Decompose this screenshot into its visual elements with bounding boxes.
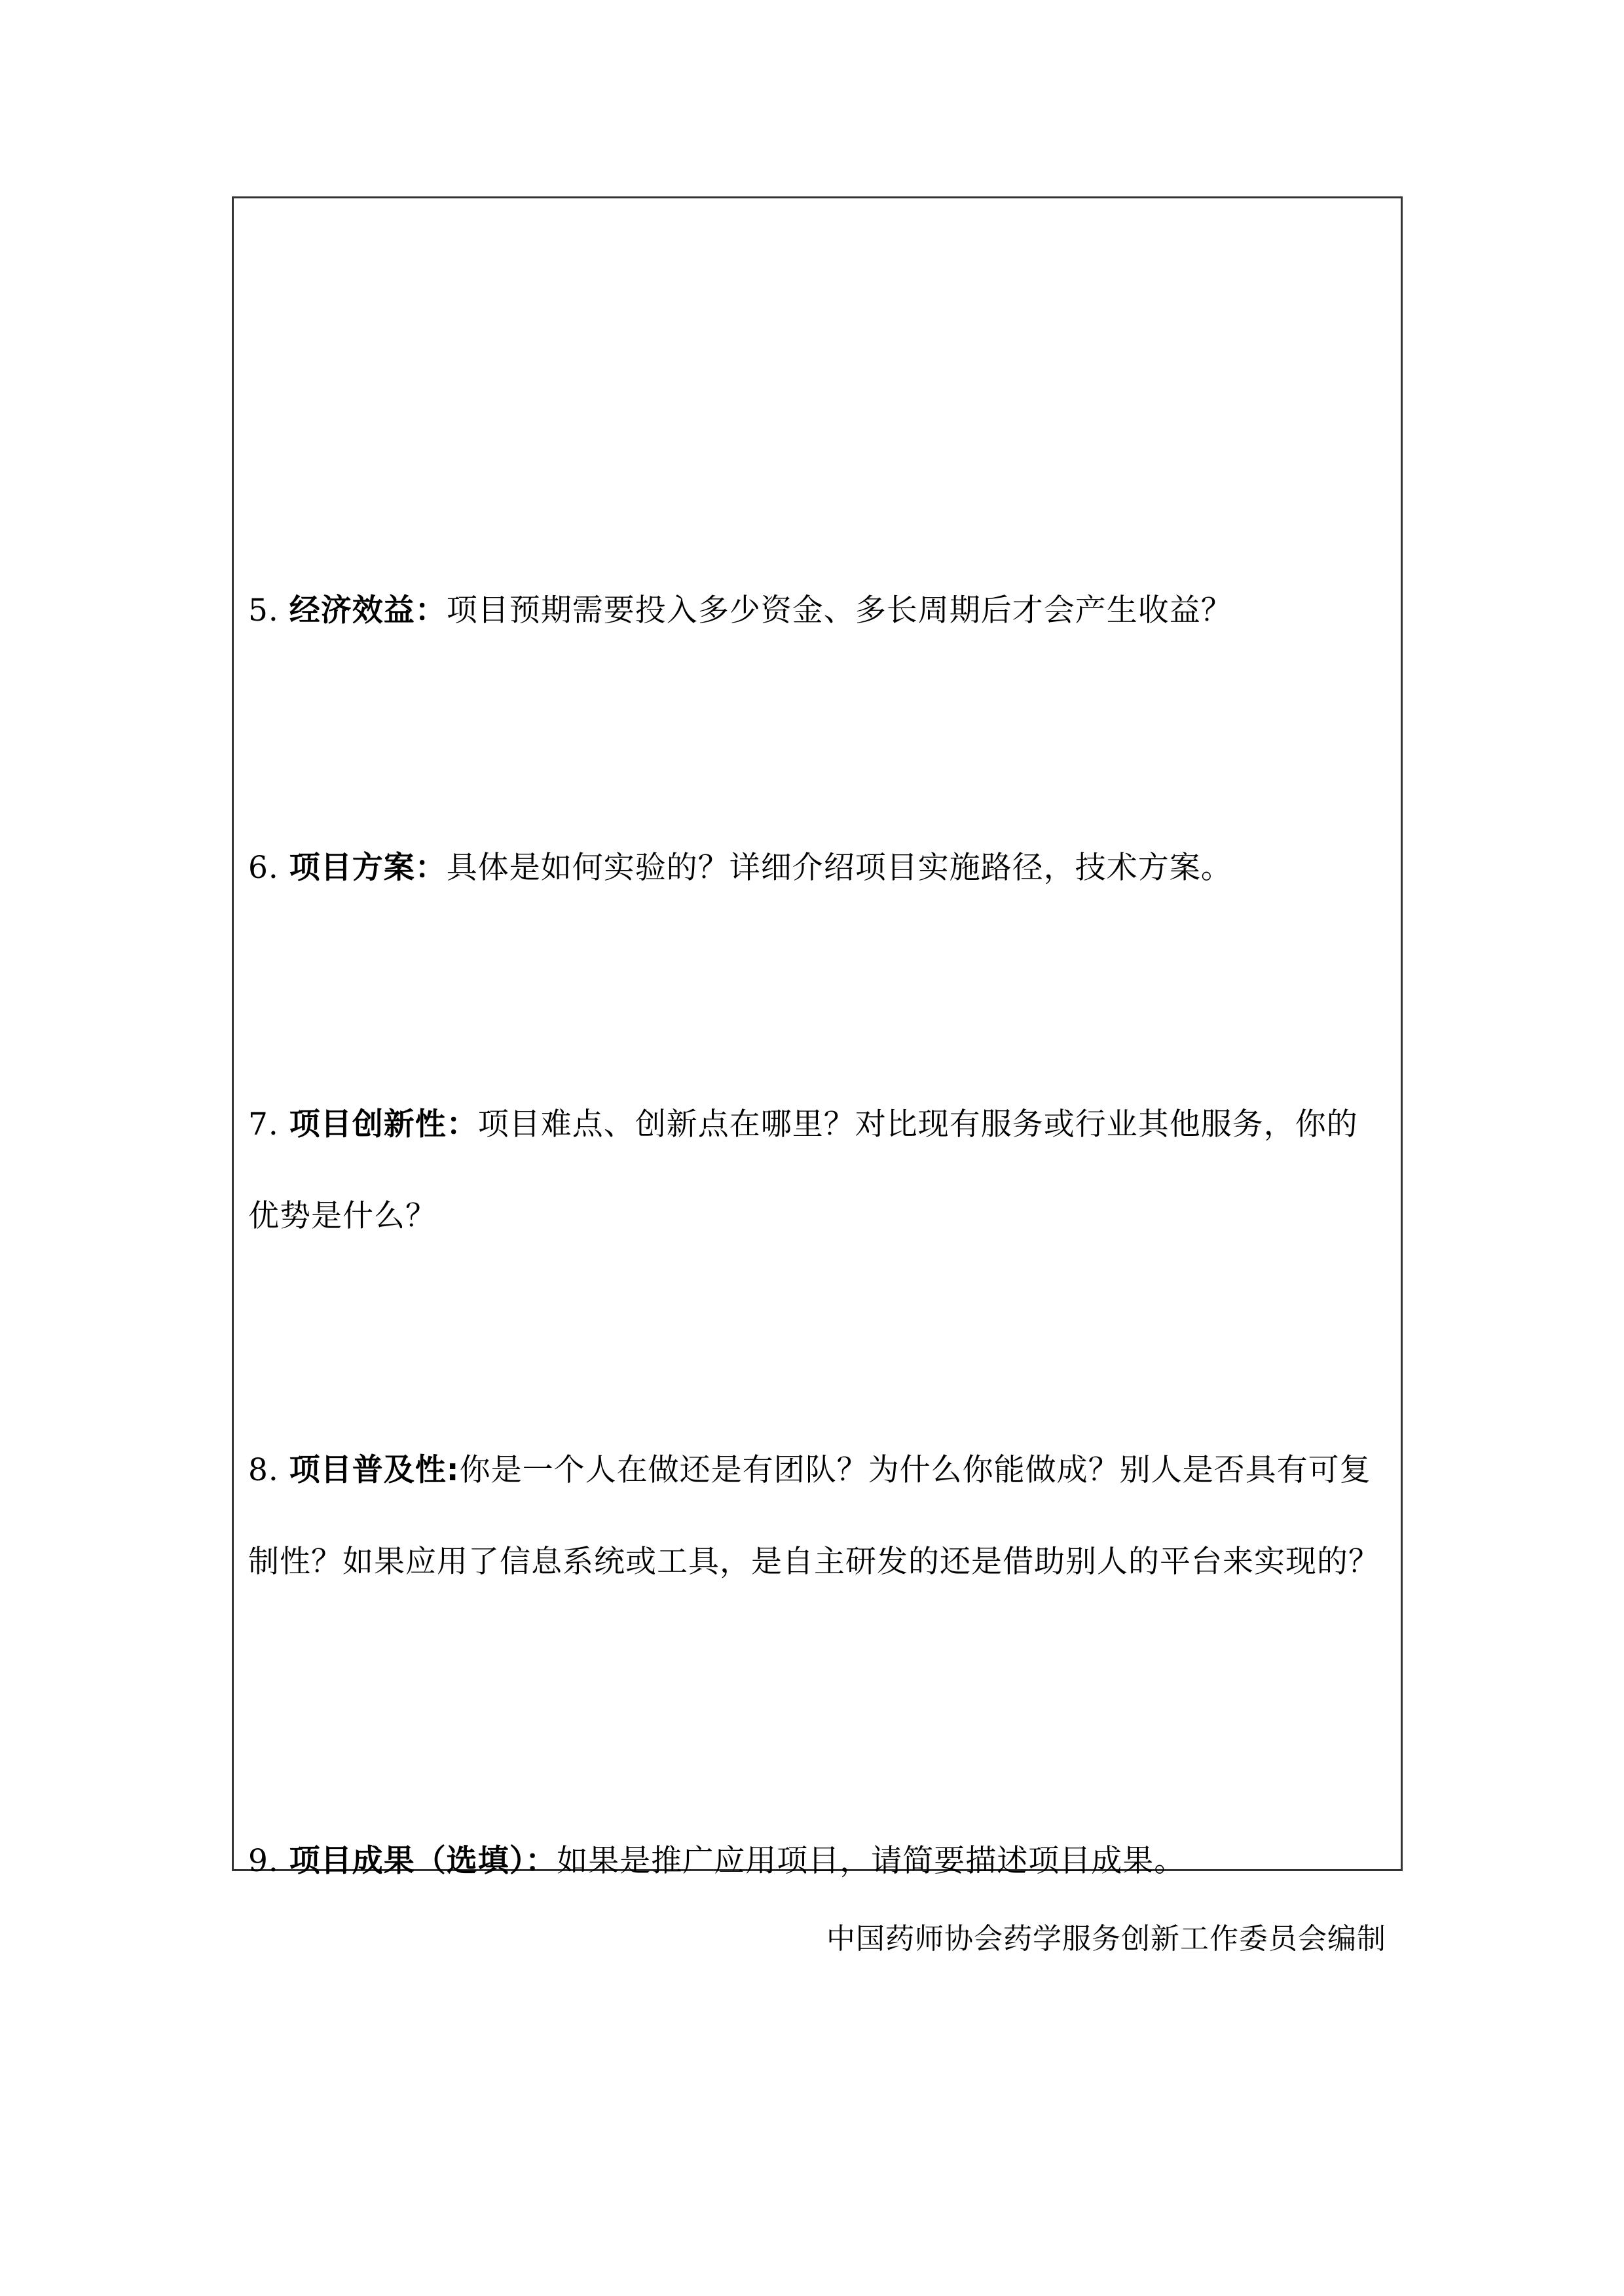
item-text: 具体是如何实验的？详细介绍项目实施路径，技术方案。: [446, 850, 1232, 886]
item-colon: ：: [415, 592, 447, 629]
item-number: 6.: [248, 850, 279, 886]
item-colon: ：: [446, 1106, 478, 1142]
item-colon: ：: [415, 850, 447, 886]
item-label: 项目普及性: [289, 1452, 447, 1488]
form-item-project-plan: [248, 822, 1388, 914]
form-item-innovation: [248, 1079, 1388, 1262]
item-label: 经济效益: [289, 592, 415, 629]
item-text: 项目难点、创新点在哪里？对比现有服务或行业其他服务，你的优势是什么？: [248, 1106, 1358, 1234]
form-box: [232, 196, 1403, 1879]
item-colon: :: [446, 1452, 460, 1488]
item-number: 8.: [248, 1452, 279, 1488]
item-label: 项目创新性: [289, 1106, 447, 1142]
item-number: 7.: [248, 1106, 279, 1142]
item-number: 5.: [248, 592, 279, 629]
item-text: 你是一个人在做还是有团队？为什么你能做成？别人是否具有可复制性？如果应用了信息系统或工具，是自主研发的还是借助别人的平台来实现的？: [248, 1452, 1380, 1580]
item-text: 项目预期需要投入多少资金、多长周期后才会产生收益？: [446, 592, 1232, 629]
item-colon: ：: [525, 1843, 557, 1879]
item-text: 如果是推广应用项目，请简要描述项目成果。: [557, 1843, 1186, 1879]
item-number: 9.: [248, 1843, 279, 1879]
form-item-economic-benefit: [248, 565, 1388, 657]
item-label: 项目成果（选填）: [289, 1843, 526, 1879]
footer-compiler-credit: 中国药师协会药学服务创新工作委员会编制: [826, 1922, 1386, 1956]
form-item-results: [248, 1815, 1388, 1907]
item-label: 项目方案: [289, 850, 415, 886]
form-item-popularization: [248, 1425, 1388, 1608]
